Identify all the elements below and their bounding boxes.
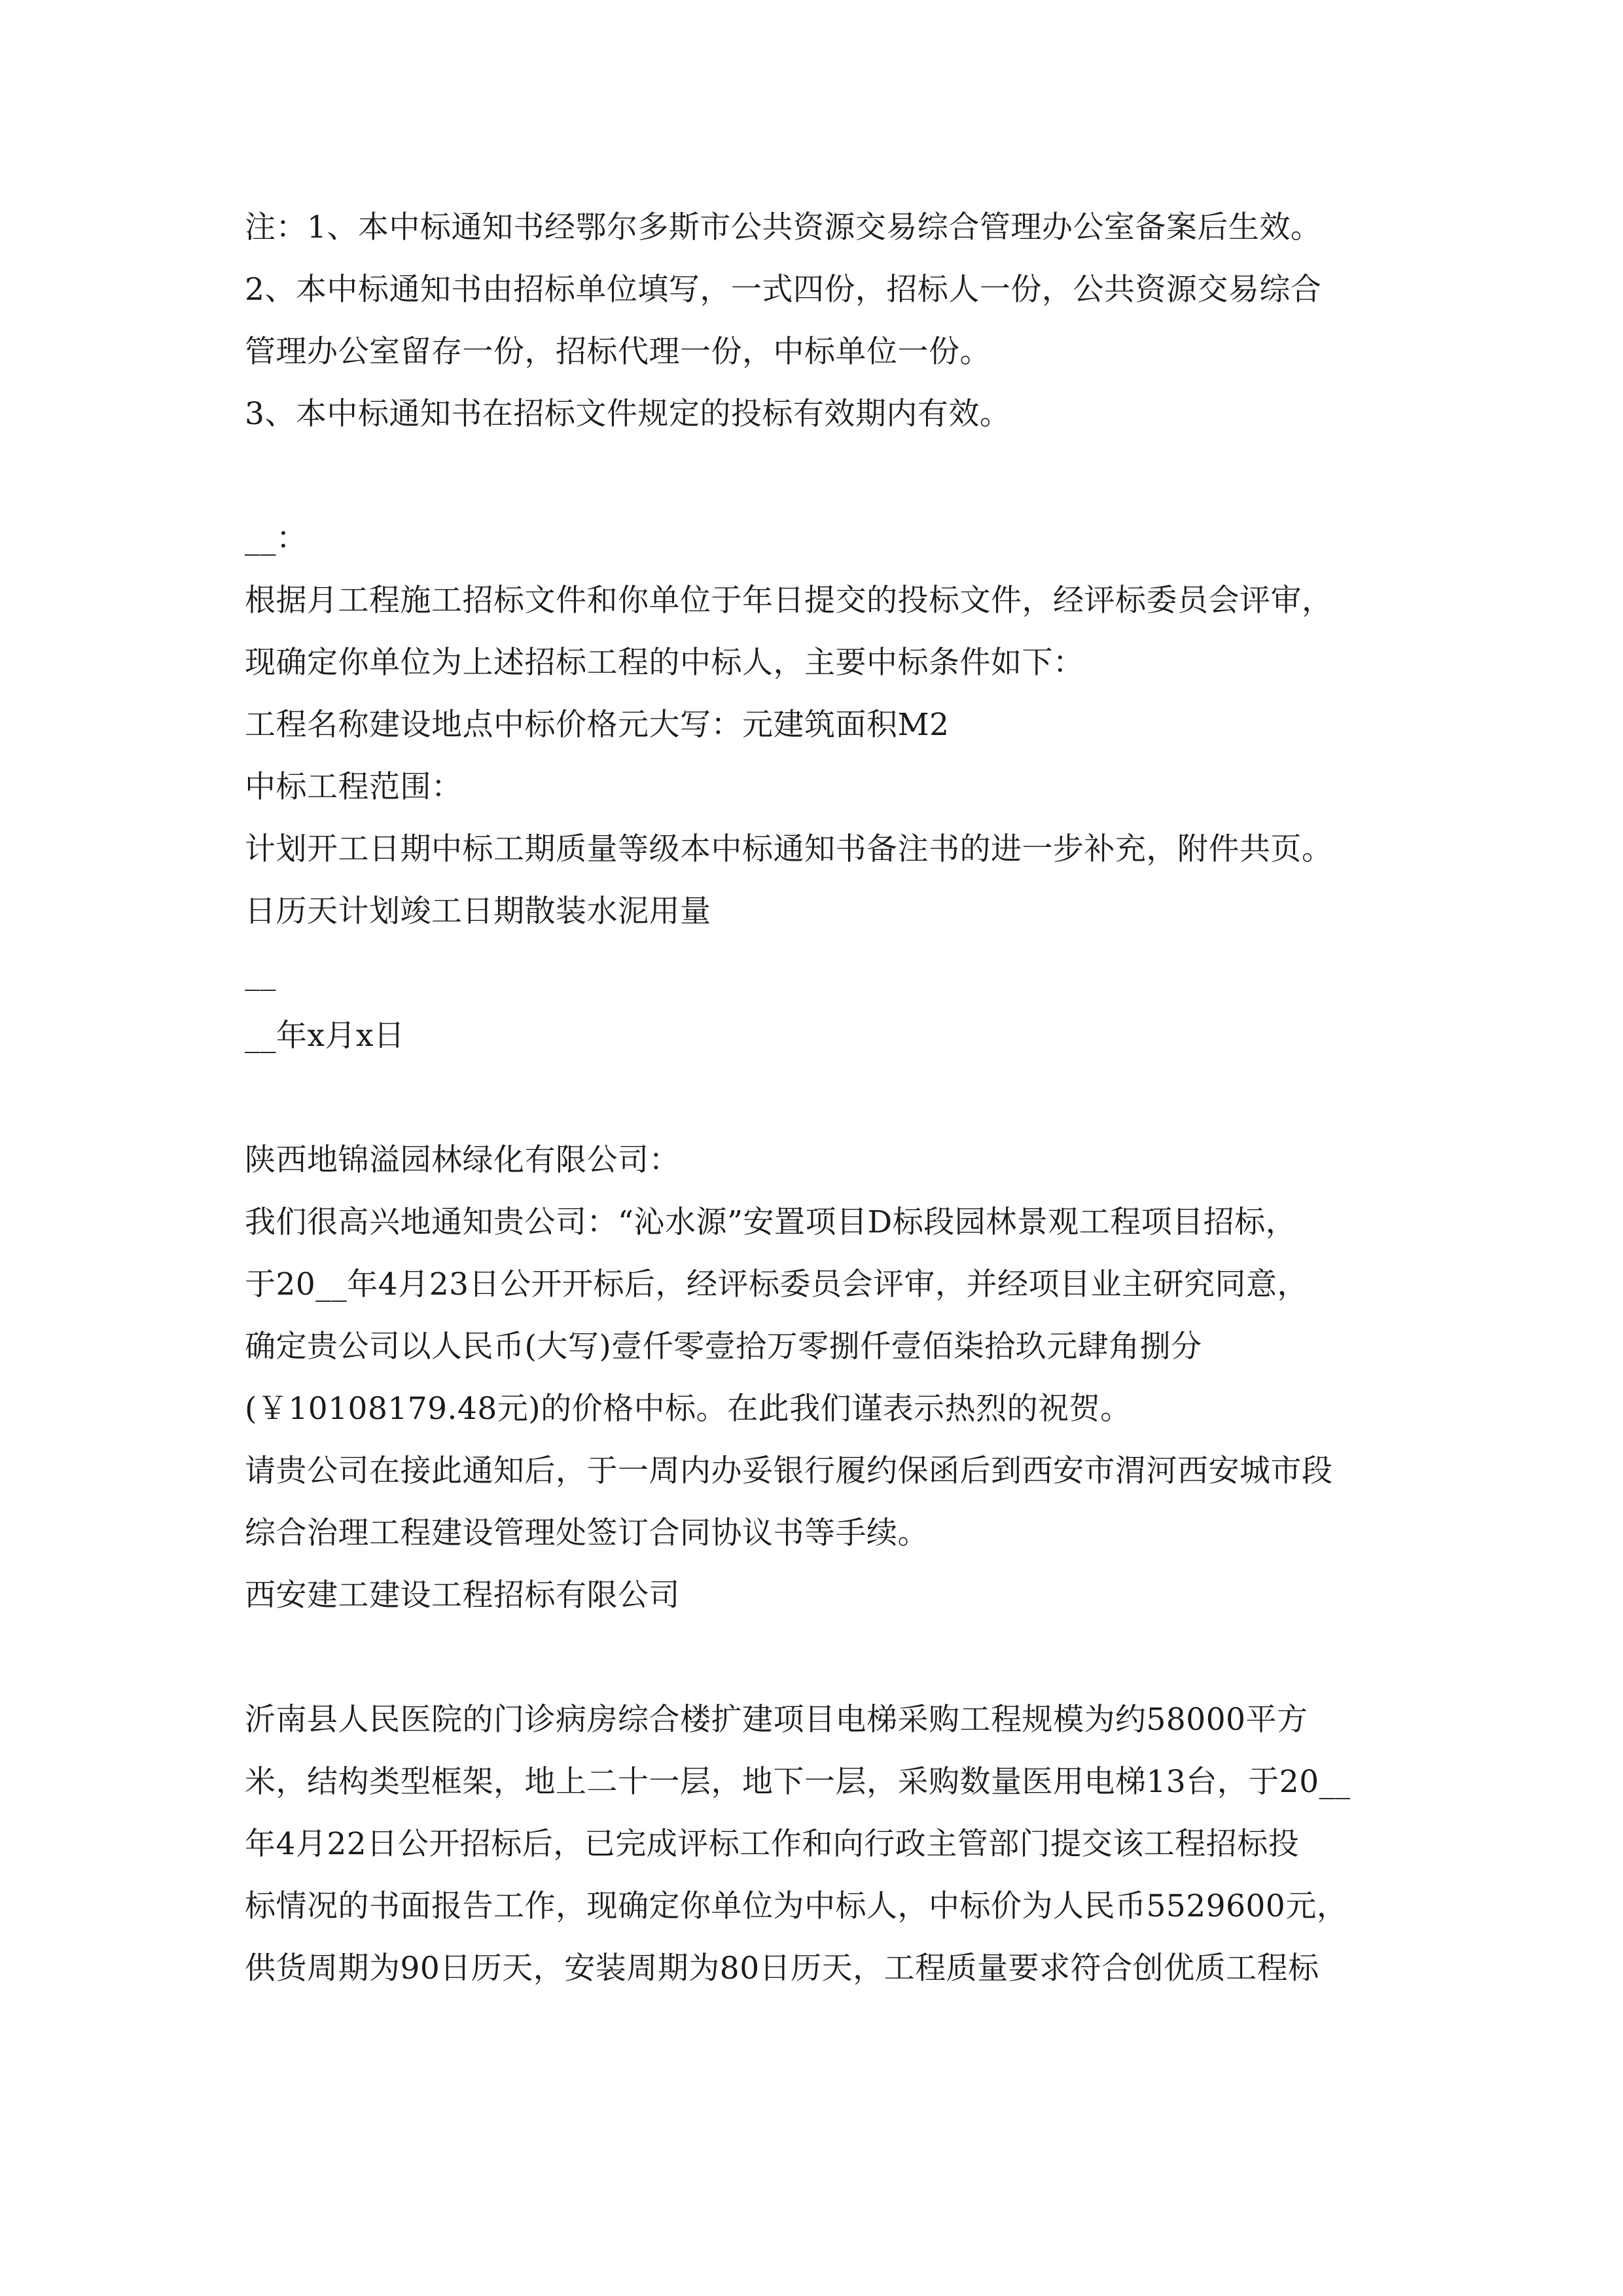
- template-fields-4: 日历天计划竣工日期散装水泥用量: [245, 893, 711, 929]
- yinan-line-5: 供货周期为90日历天，安装周期为80日历天，工程质量要求符合创优质工程标: [245, 1950, 1319, 1986]
- note-line-3: 管理办公室留存一份，招标代理一份，中标单位一份。: [245, 334, 991, 370]
- template-addressee: __：: [245, 520, 308, 556]
- document-body: [245, 196, 1397, 2000]
- shaanxi-line-1: 我们很高兴地通知贵公司：“沁水源”安置项目D标段园林景观工程项目招标，: [245, 1204, 1297, 1240]
- yinan-line-4: 标情况的书面报告工作，现确定你单位为中标人，中标价为人民币5529600元，: [245, 1888, 1348, 1924]
- spacer: [245, 1626, 1397, 1689]
- yinan-line-1: 沂南县人民医院的门诊病房综合楼扩建项目电梯采购工程规模为约58000平方: [245, 1702, 1308, 1738]
- shaanxi-signer: 西安建工建设工程招标有限公司: [245, 1577, 680, 1613]
- shaanxi-line-2: 于20__年4月23日公开开标后，经评标委员会评审，并经项目业主研究同意，: [245, 1266, 1309, 1302]
- note-line-4: 3、本中标通知书在招标文件规定的投标有效期内有效。: [245, 396, 1011, 432]
- shaanxi-line-4: (￥10108179.48元)的价格中标。在此我们谨表示热烈的祝贺。: [245, 1391, 1132, 1427]
- shaanxi-line-3: 确定贵公司以人民币(大写)壹仟零壹拾万零捌仟壹佰柒拾玖元肆角捌分: [245, 1329, 1202, 1365]
- shaanxi-line-6: 综合治理工程建设管理处签订合同协议书等手续。: [245, 1515, 929, 1551]
- template-body-1: 根据月工程施工招标文件和你单位于年日提交的投标文件，经评标委员会评审，: [245, 583, 1333, 619]
- shaanxi-addressee: 陕西地锦溢园林绿化有限公司：: [245, 1142, 680, 1178]
- note-line-2: 2、本中标通知书由招标单位填写，一式四份，招标人一份，公共资源交易综合: [245, 272, 1322, 308]
- template-body-2: 现确定你单位为上述招标工程的中标人，主要中标条件如下：: [245, 645, 1084, 681]
- template-fields-1: 工程名称建设地点中标价格元大写：元建筑面积M2: [245, 707, 950, 743]
- yinan-line-3: 年4月22日公开招标后，已完成评标工作和向行政主管部门提交该工程招标投: [245, 1826, 1300, 1862]
- template-fields-3: 计划开工日期中标工期质量等级本中标通知书备注书的进一步补充，附件共页。: [245, 831, 1333, 867]
- spacer: [245, 1067, 1397, 1129]
- yinan-line-2: 米，结构类型框架，地上二十一层，地下一层，采购数量医用电梯13台，于20__: [245, 1764, 1351, 1800]
- template-fields-2: 中标工程范围：: [245, 769, 463, 805]
- note-line-1: 注：1、本中标通知书经鄂尔多斯市公共资源交易综合管理办公室备案后生效。: [245, 209, 1322, 245]
- spacer: [245, 445, 1397, 507]
- template-signature-line: __: [245, 956, 276, 992]
- template-date: __年x月x日: [245, 1018, 405, 1054]
- shaanxi-line-5: 请贵公司在接此通知后，于一周内办妥银行履约保函后到西安市渭河西安城市段: [245, 1453, 1333, 1489]
